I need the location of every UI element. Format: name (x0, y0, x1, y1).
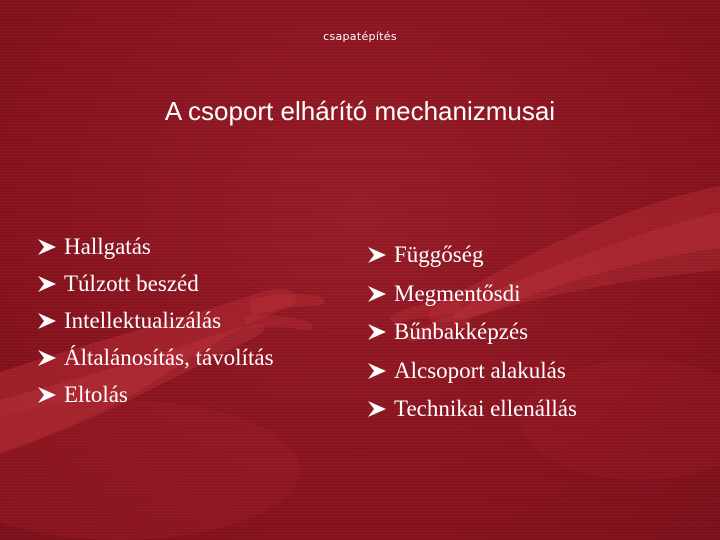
list-item (366, 313, 577, 352)
left-bullet-list (36, 228, 274, 413)
list-item-label: Hallgatás (64, 234, 151, 259)
list-item-label: Bűnbakképzés (394, 319, 529, 344)
arrowhead-bullet-icon (366, 284, 388, 304)
list-item-label: Függőség (394, 242, 484, 267)
list-item-label: Technikai ellenállás (394, 396, 577, 421)
arrowhead-bullet-icon (36, 274, 58, 294)
list-item (366, 236, 577, 275)
header-text: csapatépítés (323, 30, 397, 43)
arrowhead-bullet-icon (366, 322, 388, 342)
list-item-label: Általánosítás, távolítás (64, 345, 274, 370)
list-item-label: Intellektualizálás (64, 308, 222, 333)
arrowhead-bullet-icon (36, 348, 58, 368)
right-bullet-list (366, 236, 577, 429)
list-item (366, 352, 577, 391)
list-item (366, 275, 577, 314)
list-item (36, 376, 274, 413)
list-item (366, 390, 577, 429)
list-item-label: Eltolás (64, 382, 128, 407)
arrowhead-bullet-icon (366, 245, 388, 265)
list-item (36, 339, 274, 376)
list-item-label: Megmentősdi (394, 280, 521, 306)
arrowhead-bullet-icon (36, 237, 58, 257)
list-item (36, 228, 274, 265)
list-item-label: Túlzott beszéd (64, 271, 199, 296)
list-item-label: Alcsoport alakulás (394, 357, 566, 383)
arrowhead-bullet-icon (36, 311, 58, 331)
arrowhead-bullet-icon (366, 399, 388, 419)
arrowhead-bullet-icon (36, 385, 58, 405)
list-item (36, 302, 274, 339)
list-item (36, 265, 274, 302)
arrowhead-bullet-icon (366, 361, 388, 381)
slide-title: A csoport elhárító mechanizmusai (164, 96, 556, 126)
